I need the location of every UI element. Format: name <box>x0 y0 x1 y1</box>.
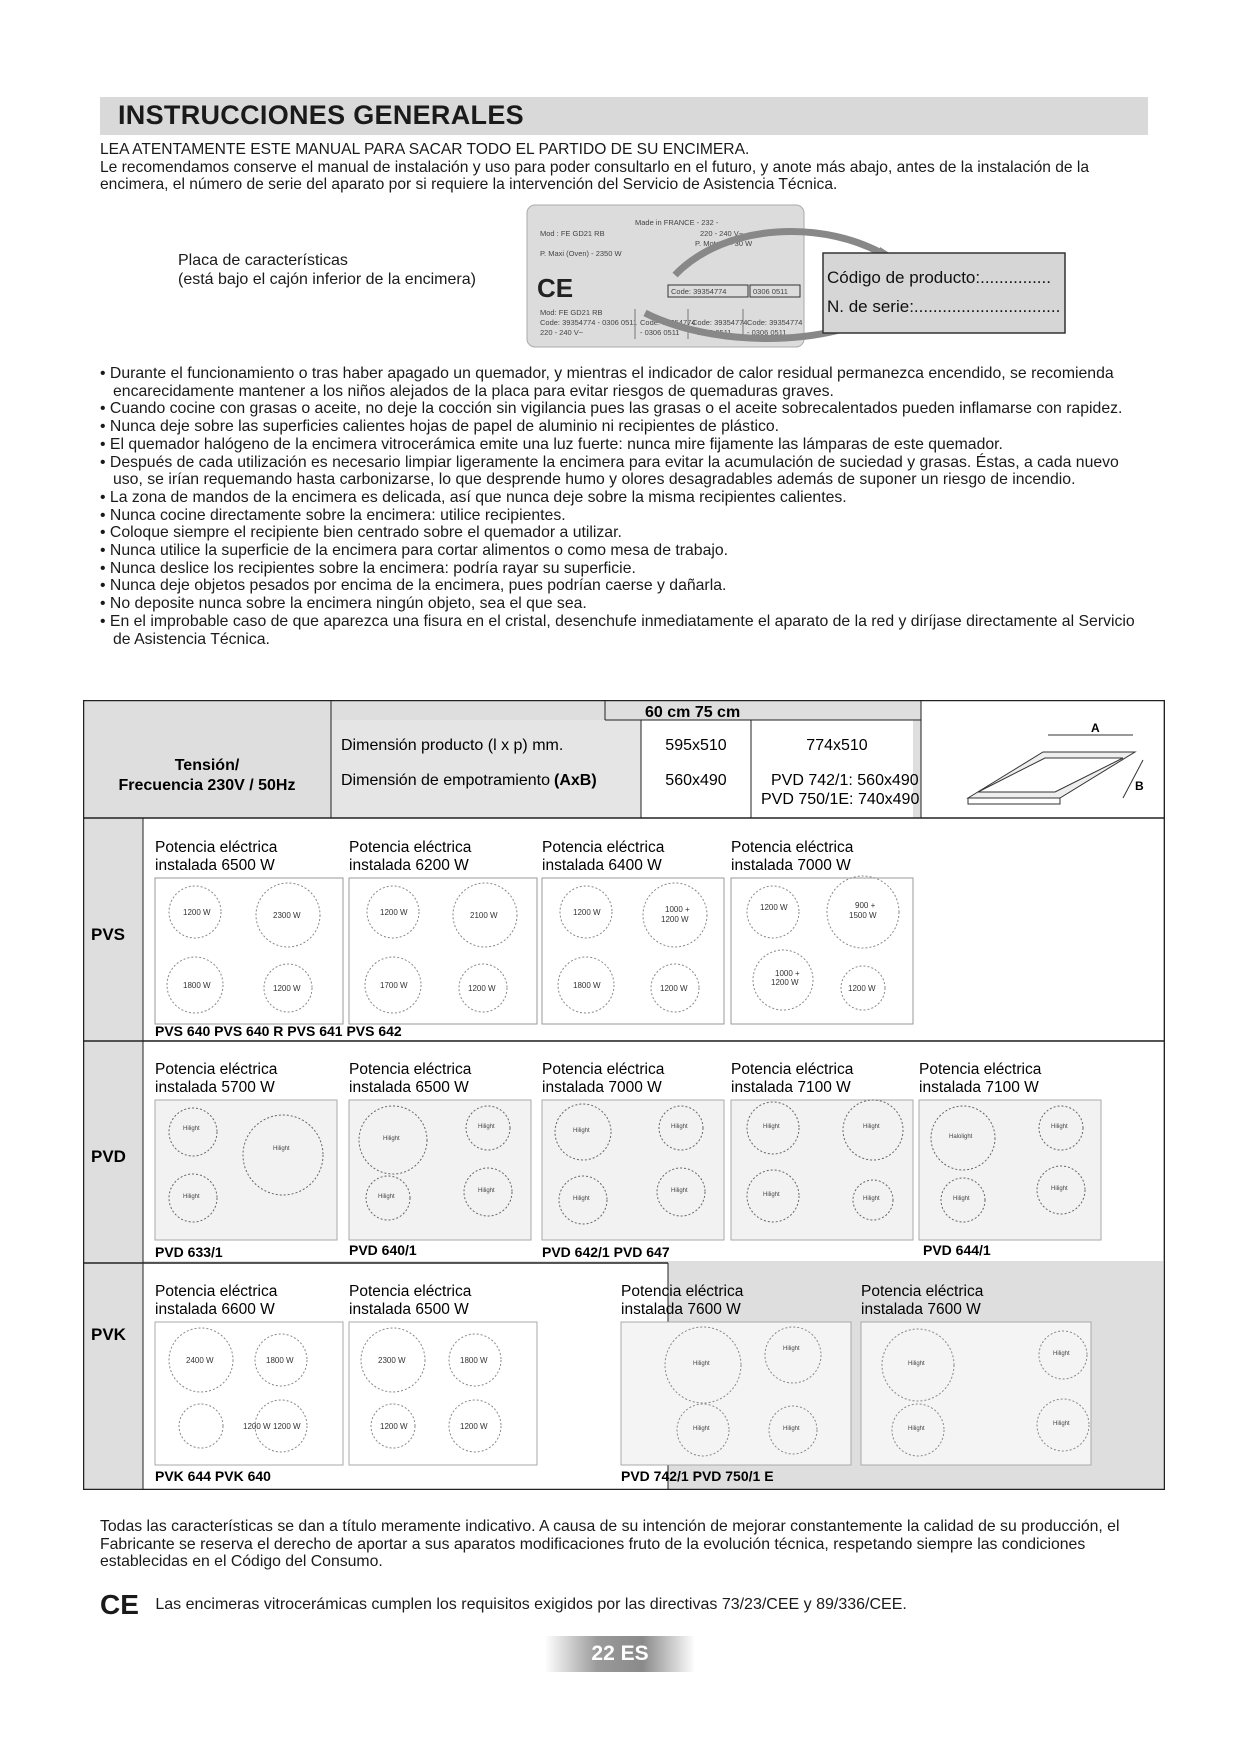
pvs-pe-1: Potencia eléctrica <box>155 839 278 856</box>
pvk-zone: Hilight <box>1053 1351 1070 1357</box>
pvd-pe-3: Potencia eléctrica <box>542 1061 665 1078</box>
pvd-models-2: PVD 640/1 <box>349 1242 417 1258</box>
pvk-power-1: instalada 6600 W <box>155 1301 275 1318</box>
pvd-zone: Hilight <box>573 1128 590 1134</box>
dimension-label: Dimensión producto (l x p) mm. <box>341 737 564 754</box>
ce-mark-plate: CE <box>537 273 574 303</box>
pvk-zone: Hilight <box>908 1426 925 1432</box>
pvk-power-2: instalada 6500 W <box>349 1301 469 1318</box>
page-title: INSTRUCCIONES GENERALES <box>118 100 524 130</box>
plate-mod1: Mod : FE GD21 RB <box>540 229 605 238</box>
pvs-zone: 1200 W <box>183 908 211 917</box>
pvd-power-1: instalada 5700 W <box>155 1079 275 1096</box>
plate-label-line2: (está bajo el cajón inferior de la encimera) <box>178 271 476 288</box>
pvk-zone: 1800 W <box>460 1356 488 1365</box>
pvd-models-3: PVD 642/1 PVD 647 <box>542 1244 670 1260</box>
pvk-zone: 1200 W <box>243 1422 271 1431</box>
intro-text <box>100 141 1148 194</box>
product-code-box <box>823 253 1065 333</box>
pvs-pe-3: Potencia eléctrica <box>542 839 665 856</box>
pvd-zone: Hilight <box>378 1194 395 1200</box>
pvs-zone: 1200 W <box>848 984 876 993</box>
plate-mod2: Mod: FE GD21 RB <box>540 308 603 317</box>
pvs-zone: 1000 + <box>775 969 800 978</box>
pvs-zone: 1200 W <box>573 908 601 917</box>
pvd-power-2: instalada 6500 W <box>349 1079 469 1096</box>
specs-table <box>83 700 1165 1490</box>
plate-pmotors: P. Motors = 30 W <box>695 239 753 248</box>
pvs-zone: 1700 W <box>380 981 408 990</box>
pvd-zone: Hilight <box>383 1136 400 1142</box>
pvd-zone: Hilight <box>478 1188 495 1194</box>
pvk-zone: Hilight <box>1053 1421 1070 1427</box>
pvd-pe-1: Potencia eléctrica <box>155 1061 278 1078</box>
plate-pmaxi: P. Maxi (Oven) - 2350 W <box>540 249 622 258</box>
pvd-pe-5: Potencia eléctrica <box>919 1061 1042 1078</box>
list-item: • Nunca deslice los recipientes sobre la encimera: podría rayar su superficie. <box>100 560 1148 578</box>
tension-label: Tensión/ <box>174 757 240 774</box>
plate-label <box>178 251 476 289</box>
list-item: • Cuando cocine con grasas o aceite, no deje la cocción sin vigilancia pues las grasas o el aceite sobrecalentados pueden inflamarse con rapidez. <box>100 400 1148 418</box>
pvd-zone: Hilight <box>1051 1186 1068 1192</box>
pvs-zone: 1800 W <box>573 981 601 990</box>
pvs-zone: 1000 + <box>665 905 690 914</box>
pvd-models-1: PVD 633/1 <box>155 1244 223 1260</box>
plate-code-line: Code: 39354774 - 0306 0511 <box>540 318 638 327</box>
pvk-models-1: PVK 644 PVK 640 <box>155 1468 271 1484</box>
list-item: • Coloque siempre el recipiente bien centrado sobre el quemador a utilizar. <box>100 524 1148 542</box>
list-item: • El quemador halógeno de la encimera vitrocerámica emite una luz fuerte: nunca mire fijamente las lámparas de este quemador. <box>100 436 1148 454</box>
pvd-power-3: instalada 7000 W <box>542 1079 662 1096</box>
pvd-zone: Hilight <box>573 1196 590 1202</box>
pvd-zone: Hilight <box>183 1126 200 1132</box>
list-item: • No deposite nunca sobre la encimera ningún objeto, sea el que sea. <box>100 595 1148 613</box>
pvs-power-4: instalada 7000 W <box>731 857 851 874</box>
pvd-zone: Hilight <box>478 1124 495 1130</box>
page-number: 22 ES <box>545 1636 695 1672</box>
pvs-zone: 1200 W <box>273 984 301 993</box>
embed-label: Dimensión de empotramiento (AxB) <box>341 772 597 789</box>
safety-bullet-list <box>100 365 1148 648</box>
pvd-zone: Hilight <box>671 1188 688 1194</box>
pvs-zone: 1500 W <box>849 911 877 920</box>
footer-text: Todas las características se dan a título meramente indicativo. A causa de su intención de mejorar constantemente la calidad de su producción, el Fabricante se reserva el derecho de aportar a sus aparatos modificaciones fruto de la evolución técnica, respetando siempre las condiciones establecidas en el Código del Consumo. <box>100 1518 1120 1571</box>
pvs-zone: 1200 W <box>661 915 689 924</box>
pvd-zone: Halolight <box>949 1134 973 1140</box>
emp-60: 560x490 <box>665 772 727 789</box>
size-header: 60 cm 75 cm <box>645 704 741 721</box>
pvk-zone: Hilight <box>908 1361 925 1367</box>
pvk-pe-4: Potencia eléctrica <box>861 1283 984 1300</box>
plate-col2: Code: 39354774 <box>640 318 696 327</box>
pvd-pe-2: Potencia eléctrica <box>349 1061 472 1078</box>
pvd-zone: Hilight <box>763 1192 780 1198</box>
intro-heading: LEA ATENTAMENTE ESTE MANUAL PARA SACAR TODO EL PARTIDO DE SU ENCIMERA. <box>100 141 750 158</box>
diagram-label-b: B <box>1135 779 1144 793</box>
ce-mark-icon: CE <box>100 1589 139 1620</box>
pvs-pe-4: Potencia eléctrica <box>731 839 854 856</box>
pvd-zone: Hilight <box>273 1146 290 1152</box>
serial-number-field: N. de serie:............................... <box>827 297 1061 316</box>
emp-75b: PVD 750/1E: 740x490 <box>761 791 920 808</box>
list-item: • Nunca deje sobre las superficies calientes hojas de papel de aluminio ni recipientes de plástico. <box>100 418 1148 436</box>
plate-volt1: 220 - 240 V~ <box>700 229 744 238</box>
pvd-zone: Hilight <box>1051 1124 1068 1130</box>
pvs-zone: 1200 W <box>380 908 408 917</box>
plate-col3: Code: 39354774 <box>692 318 748 327</box>
dim-60: 595x510 <box>665 737 727 754</box>
pvs-pe-2: Potencia eléctrica <box>349 839 472 856</box>
pvd-power-4: instalada 7100 W <box>731 1079 851 1096</box>
plate-label-line1: Placa de características <box>178 252 348 269</box>
pvk-power-3: instalada 7600 W <box>621 1301 741 1318</box>
pvk-zone: Hilight <box>693 1361 710 1367</box>
plate-made-in: Made in FRANCE - 232 - <box>635 218 719 227</box>
pvd-label: PVD <box>91 1147 126 1166</box>
pvd-zone: Hilight <box>863 1124 880 1130</box>
pvd-zone: Hilight <box>863 1196 880 1202</box>
pvd-zone: Hilight <box>763 1124 780 1130</box>
pvs-power-3: instalada 6400 W <box>542 857 662 874</box>
emp-75a: PVD 742/1: 560x490 <box>771 772 919 789</box>
pvk-power-4: instalada 7600 W <box>861 1301 981 1318</box>
pvs-zone: 900 + <box>855 901 876 910</box>
pvk-pe-2: Potencia eléctrica <box>349 1283 472 1300</box>
intro-paragraph: Le recomendamos conserve el manual de instalación y uso para poder consultarlo en el futuro, y anote más abajo, antes de la instalación de la encimera, el número de serie del aparato por si requiere la intervención del Servicio de Asistencia Técnica. <box>100 158 1090 193</box>
pvs-zone: 1200 W <box>771 978 799 987</box>
pvk-zone: Hilight <box>783 1426 800 1432</box>
pvd-pe-4: Potencia eléctrica <box>731 1061 854 1078</box>
pvs-zone: 1800 W <box>183 981 211 990</box>
pvk-zone: 1200 W <box>460 1422 488 1431</box>
plate-col4b: - 0306 0511 <box>747 328 787 337</box>
plate-volt2: 220 - 240 V~ <box>540 328 584 337</box>
pvd-zone: Hilight <box>953 1196 970 1202</box>
pvs-zone: 1200 W <box>760 903 788 912</box>
list-item: • Nunca utilice la superficie de la encimera para cortar alimentos o como mesa de trabajo. <box>100 542 1148 560</box>
pvs-power-2: instalada 6200 W <box>349 857 469 874</box>
pvk-zone: 2400 W <box>186 1356 214 1365</box>
ce-compliance <box>100 1589 907 1621</box>
frequency-label: Frecuencia 230V / 50Hz <box>118 777 296 794</box>
plate-code-box: Code: 39354774 <box>671 287 727 296</box>
pvd-zone: Hilight <box>671 1124 688 1130</box>
pvs-zone: 1200 W <box>660 984 688 993</box>
pvk-zone: Hilight <box>693 1426 710 1432</box>
pvk-zone: 1200 W <box>273 1422 301 1431</box>
list-item: • Nunca deje objetos pesados por encima de la encimera, pues podrían caerse y dañarla. <box>100 577 1148 595</box>
pvd-models-4: PVD 644/1 <box>923 1242 991 1258</box>
pvs-power-1: instalada 6500 W <box>155 857 275 874</box>
ce-compliance-text: Las encimeras vitrocerámicas cumplen los requisitos exigidos por las directivas 73/23/CEE y 89/336/CEE. <box>155 1596 907 1613</box>
plate-serial-box: 0306 0511 <box>753 287 788 296</box>
plate-col3b: - 0306 0511 <box>692 328 732 337</box>
list-item: • Nunca cocine directamente sobre la encimera: utilice recipientes. <box>100 507 1148 525</box>
pvs-zone: 1200 W <box>468 984 496 993</box>
pvd-power-5: instalada 7100 W <box>919 1079 1039 1096</box>
list-item: • En el improbable caso de que aparezca una fisura en el cristal, desenchufe inmediatamente el aparato de la red y diríjase directamente al Servicio de Asistencia Técnica. <box>100 613 1148 648</box>
pvs-zone: 2100 W <box>470 911 498 920</box>
pvk-label: PVK <box>91 1325 126 1344</box>
pvk-zone: Hilight <box>783 1346 800 1352</box>
diagram-label-a: A <box>1091 721 1100 735</box>
pvs-label: PVS <box>91 925 126 944</box>
dim-75: 774x510 <box>806 737 868 754</box>
pvs-zone: 2300 W <box>273 911 301 920</box>
title-bar <box>100 97 1148 135</box>
pvk-models-2: PVD 742/1 PVD 750/1 E <box>621 1468 774 1484</box>
plate-col2b: - 0306 0511 <box>640 328 680 337</box>
pvk-zone: 2300 W <box>378 1356 406 1365</box>
list-item: • Después de cada utilización es necesario limpiar ligeramente la encimera para evitar la acumulación de suciedad y grasas. Éstas, a cada nuevo uso, se irían requemando hasta carbonizarse, lo que desprende humo y olores desagradables además de suponer un riesgo de incendio. <box>100 454 1148 489</box>
pvk-pe-3: Potencia eléctrica <box>621 1283 744 1300</box>
pvk-zone: 1200 W <box>380 1422 408 1431</box>
pvs-models: PVS 640 PVS 640 R PVS 641 PVS 642 <box>155 1023 402 1039</box>
pvk-pe-1: Potencia eléctrica <box>155 1283 278 1300</box>
list-item: • Durante el funcionamiento o tras haber apagado un quemador, y mientras el indicador de calor residual permanezca encendido, se recomienda encarecidamente mantener a los niños alejados de la placa para evitar riesgos de quemaduras graves. <box>100 365 1148 400</box>
pvk-zone: 1800 W <box>266 1356 294 1365</box>
rating-plate-illustration <box>525 203 1070 351</box>
product-code-field: Código de producto:............... <box>827 268 1051 287</box>
list-item: • La zona de mandos de la encimera es delicada, así que nunca deje sobre la misma recipientes calientes. <box>100 489 1148 507</box>
pvd-zone: Hilight <box>183 1194 200 1200</box>
plate-col4: Code: 39354774 <box>747 318 803 327</box>
